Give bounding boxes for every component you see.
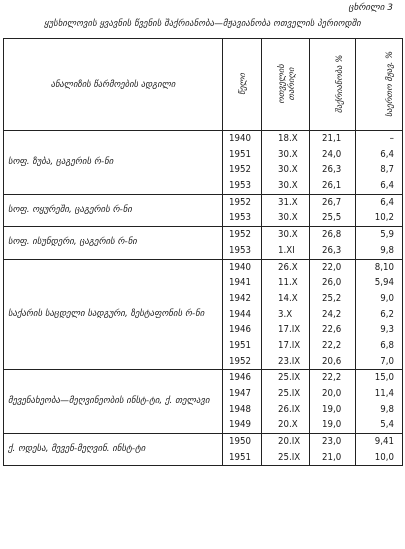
date-column-cell [262, 259, 310, 370]
year-value: 1946 [229, 372, 251, 384]
year-value: 1950 [229, 436, 251, 448]
group-row [4, 227, 403, 259]
group-row [4, 259, 403, 370]
year-value: 1952 [229, 355, 251, 367]
acid-value: 9,3 [380, 324, 394, 336]
sugar-value: 26,3 [322, 164, 342, 176]
date-value: 3.X [278, 308, 293, 320]
acid-value: 8,10 [374, 261, 394, 273]
date-value: 20.IX [278, 436, 301, 448]
year-value: 1940 [229, 261, 251, 273]
year-value: 1949 [229, 419, 251, 431]
year-value: 1940 [229, 133, 251, 144]
header-year-label: წელი [237, 73, 247, 95]
acid-value: 6,2 [380, 308, 394, 320]
acid-value: – [389, 133, 394, 144]
acid-column-cell [356, 259, 403, 370]
date-value: 26.IX [278, 403, 301, 415]
sugar-value: 22,2 [322, 372, 342, 384]
year-column-cell [223, 194, 262, 226]
sugar-value: 22,0 [322, 261, 342, 273]
year-column-cell [223, 370, 262, 434]
date-column-cell [262, 131, 310, 195]
year-value: 1942 [229, 292, 251, 304]
year-value: 1946 [229, 324, 251, 336]
data-table [3, 38, 403, 466]
date-value: 31.X [278, 196, 298, 208]
location-name: სოფ. ზუბა, ცაგერის რ-ნი [4, 131, 223, 195]
date-value: 14.X [278, 292, 298, 304]
sugar-value: 26,0 [322, 277, 342, 289]
year-column-cell [223, 259, 262, 370]
year-value: 1952 [229, 229, 251, 241]
sugar-column-cell [310, 131, 356, 195]
acid-value: 10,2 [374, 212, 394, 224]
acid-value: 6,4 [380, 148, 394, 160]
year-column-cell [223, 434, 262, 466]
acid-column-cell [356, 370, 403, 434]
sugar-column-cell [310, 194, 356, 226]
sugar-value: 23,0 [322, 436, 342, 448]
sugar-value: 21,1 [322, 133, 342, 144]
year-value: 1952 [229, 164, 251, 176]
acid-value: 6,8 [380, 339, 394, 351]
date-column-cell [262, 434, 310, 466]
sugar-column-cell [310, 370, 356, 434]
date-value: 30.X [278, 180, 298, 192]
year-value: 1951 [229, 148, 251, 160]
header-sugar-label: შაქრიანობა % [334, 54, 345, 114]
group-row [4, 370, 403, 434]
year-column-cell [223, 131, 262, 195]
date-value: 30.X [278, 212, 298, 224]
acid-column-cell [356, 434, 403, 466]
sugar-value: 25,2 [322, 292, 342, 304]
date-value: 11.X [278, 277, 298, 289]
acid-value: 9,8 [380, 244, 394, 256]
group-row [4, 131, 403, 195]
header-acid-label: საერთო მჟავ. % [384, 50, 395, 118]
year-value: 1944 [229, 308, 251, 320]
year-value: 1941 [229, 277, 251, 289]
year-value: 1951 [229, 451, 251, 463]
date-value: 30.X [278, 164, 298, 176]
sugar-value: 24,2 [322, 308, 342, 320]
date-value: 20.X [278, 419, 298, 431]
date-value: 17.IX [278, 324, 301, 336]
sugar-value: 22,2 [322, 339, 342, 351]
date-value: 23.IX [278, 355, 301, 367]
sugar-value: 19,0 [322, 419, 342, 431]
acid-value: 10,0 [374, 451, 394, 463]
date-value: 25.IX [278, 388, 301, 399]
table-label: ცხრილი 3 [348, 3, 393, 13]
location-name: სოფ. ოყურეში, ცაგერის რ-ნი [4, 194, 223, 226]
acid-value: 6,4 [380, 180, 394, 192]
date-column-cell [262, 194, 310, 226]
table-caption: ყუსხილოვის ყვავნის წვენის შაქრიანობა—მჟავიანობა ოთველის პერიოდში [44, 19, 361, 29]
year-value: 1947 [229, 388, 251, 399]
acid-value: 9,0 [380, 292, 394, 304]
location-name: ქ. ოდესა, მევენ-მეღვინ. ინსტ-ტი [4, 434, 223, 466]
sugar-value: 21,0 [322, 451, 342, 463]
date-column-cell [262, 370, 310, 434]
year-column-cell [223, 227, 262, 259]
acid-value: 11,4 [374, 388, 394, 399]
date-value: 25.IX [278, 372, 301, 384]
sugar-column-cell [310, 259, 356, 370]
date-value: 25.IX [278, 451, 301, 463]
sugar-value: 26,8 [322, 229, 342, 241]
sugar-value: 19,0 [322, 403, 342, 415]
acid-column-cell [356, 227, 403, 259]
acid-column-cell [356, 131, 403, 195]
sugar-value: 26,1 [322, 180, 342, 192]
date-column-cell [262, 227, 310, 259]
sugar-column-cell [310, 227, 356, 259]
location-name: სოფ. ისუნდერი, ცაგერის რ-ნი [4, 227, 223, 259]
acid-value: 7,0 [380, 355, 394, 367]
acid-value: 8,7 [380, 164, 394, 176]
date-value: 30.X [278, 229, 298, 241]
acid-value: 5,9 [380, 229, 394, 241]
acid-value: 5,94 [374, 277, 394, 289]
date-value: 17.IX [278, 339, 301, 351]
location-name: საქარის საცდელი სადგური, ზესტაფონის რ-ნი [4, 259, 223, 370]
header-date-label: ოთველის თარიღი [276, 64, 296, 104]
acid-value: 9,8 [380, 403, 394, 415]
header-location: ანალიზის წარმოების ადგილი [4, 39, 223, 131]
header-acid [356, 39, 403, 131]
group-row [4, 434, 403, 466]
date-value: 18.X [278, 133, 298, 144]
sugar-column-cell [310, 434, 356, 466]
date-value: 26.X [278, 261, 298, 273]
year-value: 1952 [229, 196, 251, 208]
acid-value: 5,4 [380, 419, 394, 431]
acid-column-cell [356, 194, 403, 226]
year-value: 1953 [229, 244, 251, 256]
sugar-value: 24,0 [322, 148, 342, 160]
header-row [4, 39, 403, 131]
date-value: 1.XI [278, 244, 295, 256]
acid-value: 6,4 [380, 196, 394, 208]
year-value: 1953 [229, 180, 251, 192]
header-sugar [310, 39, 356, 131]
group-row [4, 194, 403, 226]
sugar-value: 25,5 [322, 212, 342, 224]
sugar-value: 20,0 [322, 388, 342, 399]
sugar-value: 26,3 [322, 244, 342, 256]
acid-value: 9,41 [374, 436, 394, 448]
header-date [262, 39, 310, 131]
acid-value: 15,0 [374, 372, 394, 384]
sugar-value: 20,6 [322, 355, 342, 367]
table-body [4, 131, 403, 466]
date-value: 30.X [278, 148, 298, 160]
sugar-value: 26,7 [322, 196, 342, 208]
header-year [223, 39, 262, 131]
year-value: 1951 [229, 339, 251, 351]
location-name: მევენახეობა—მეღვინეობის ინსტ-ტი, ქ. თელავი [4, 370, 223, 434]
year-value: 1948 [229, 403, 251, 415]
year-value: 1953 [229, 212, 251, 224]
sugar-value: 22,6 [322, 324, 342, 336]
